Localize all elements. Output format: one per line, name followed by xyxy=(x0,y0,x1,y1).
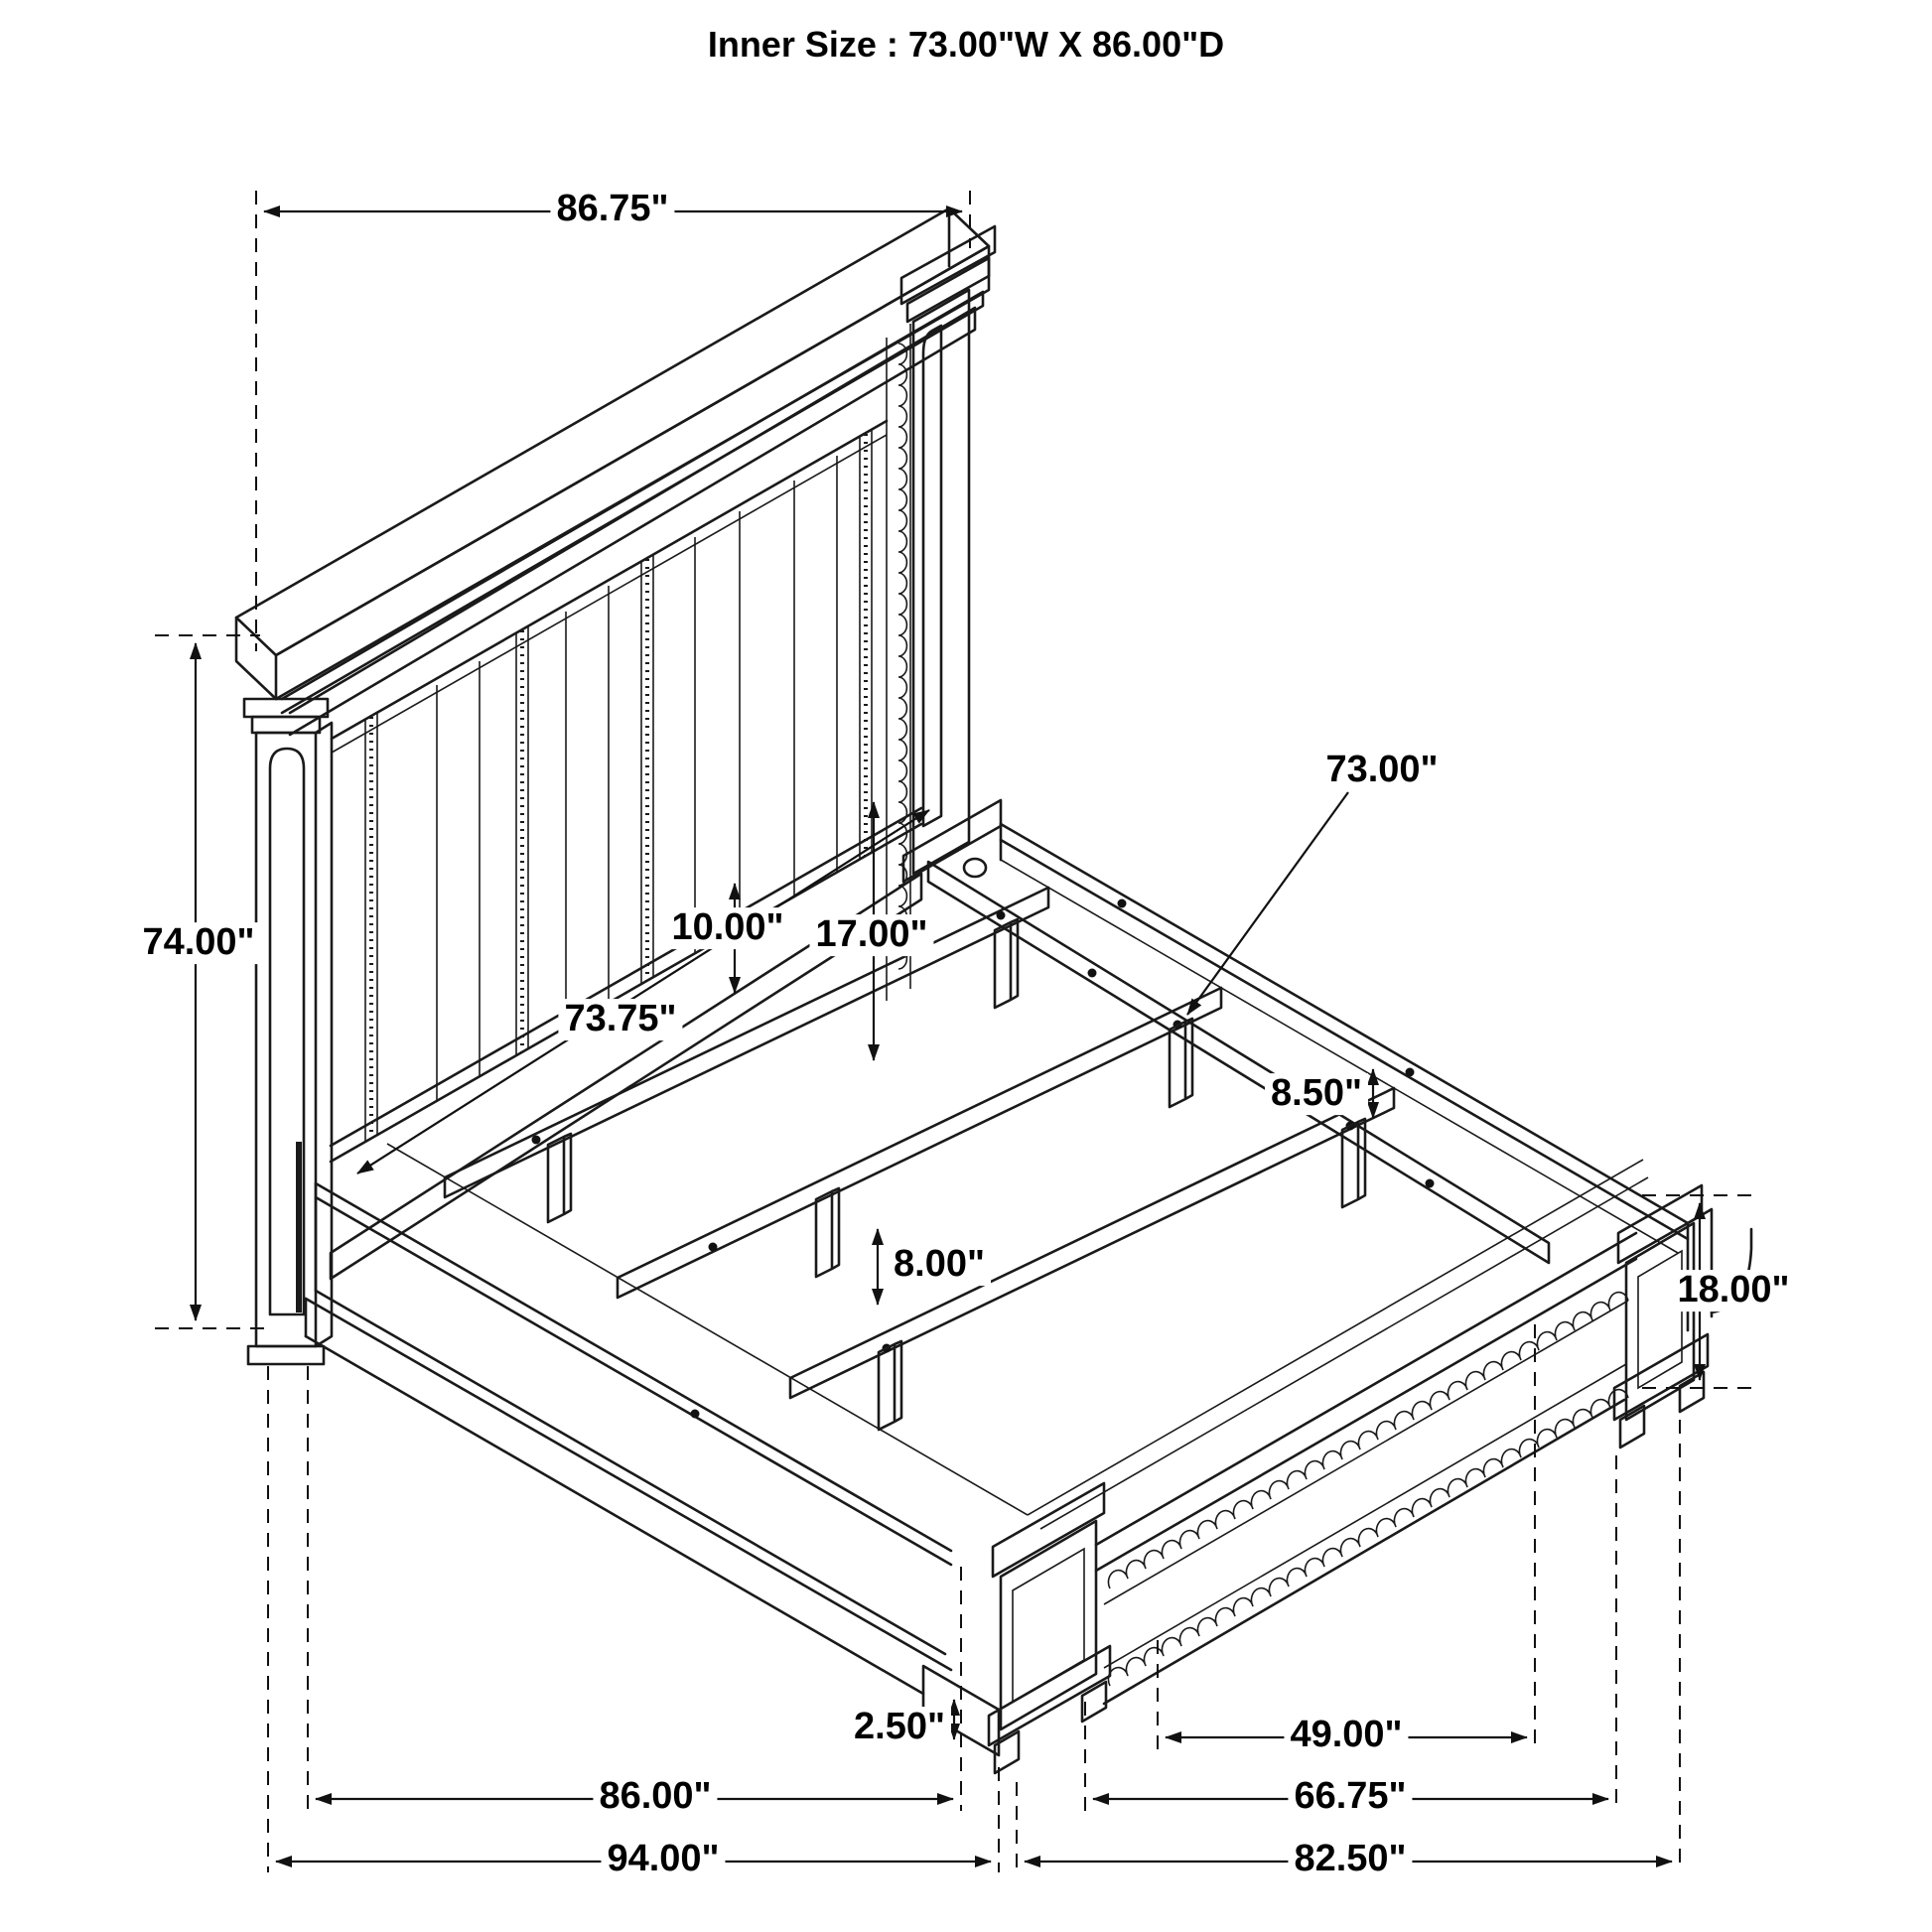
dim-support-leg-height: 8.00" xyxy=(888,1244,991,1286)
dim-overall-width: 82.50" xyxy=(1288,1839,1412,1880)
egg-dart-molding-bottom xyxy=(1108,1390,1628,1686)
dim-footboard-inner-width: 49.00" xyxy=(1284,1715,1408,1756)
dim-headboard-overall-width: 86.75" xyxy=(550,189,674,230)
dimension-lines xyxy=(155,191,1759,1872)
center-rail xyxy=(928,862,1549,1263)
dim-side-rail-length: 86.00" xyxy=(593,1776,717,1818)
dim-frame-inner-width: 73.00" xyxy=(1319,750,1444,791)
dim-slat-to-rail-gap: 8.50" xyxy=(1265,1073,1368,1115)
dim-rail-top-height: 17.00" xyxy=(809,914,933,956)
support-legs xyxy=(548,919,1365,1430)
diagram-title: Inner Size : 73.00"W X 86.00"D xyxy=(707,24,1225,65)
egg-dart-molding-top xyxy=(1108,1293,1628,1588)
footboard xyxy=(989,1185,1708,1773)
slats xyxy=(445,888,1394,1398)
dim-footboard-height: 18.00" xyxy=(1671,1270,1795,1311)
dim-overall-depth: 94.00" xyxy=(601,1839,725,1880)
bolt-hole xyxy=(964,859,986,877)
dim-headboard-height: 74.00" xyxy=(136,922,260,964)
dim-headboard-inner-width: 73.75" xyxy=(558,999,682,1040)
dim-panel-bottom-gap: 10.00" xyxy=(665,907,789,949)
dim-footboard-outer-width: 66.75" xyxy=(1288,1776,1412,1818)
dim-base-molding-height: 2.50" xyxy=(848,1707,951,1748)
headboard xyxy=(236,208,1001,1364)
